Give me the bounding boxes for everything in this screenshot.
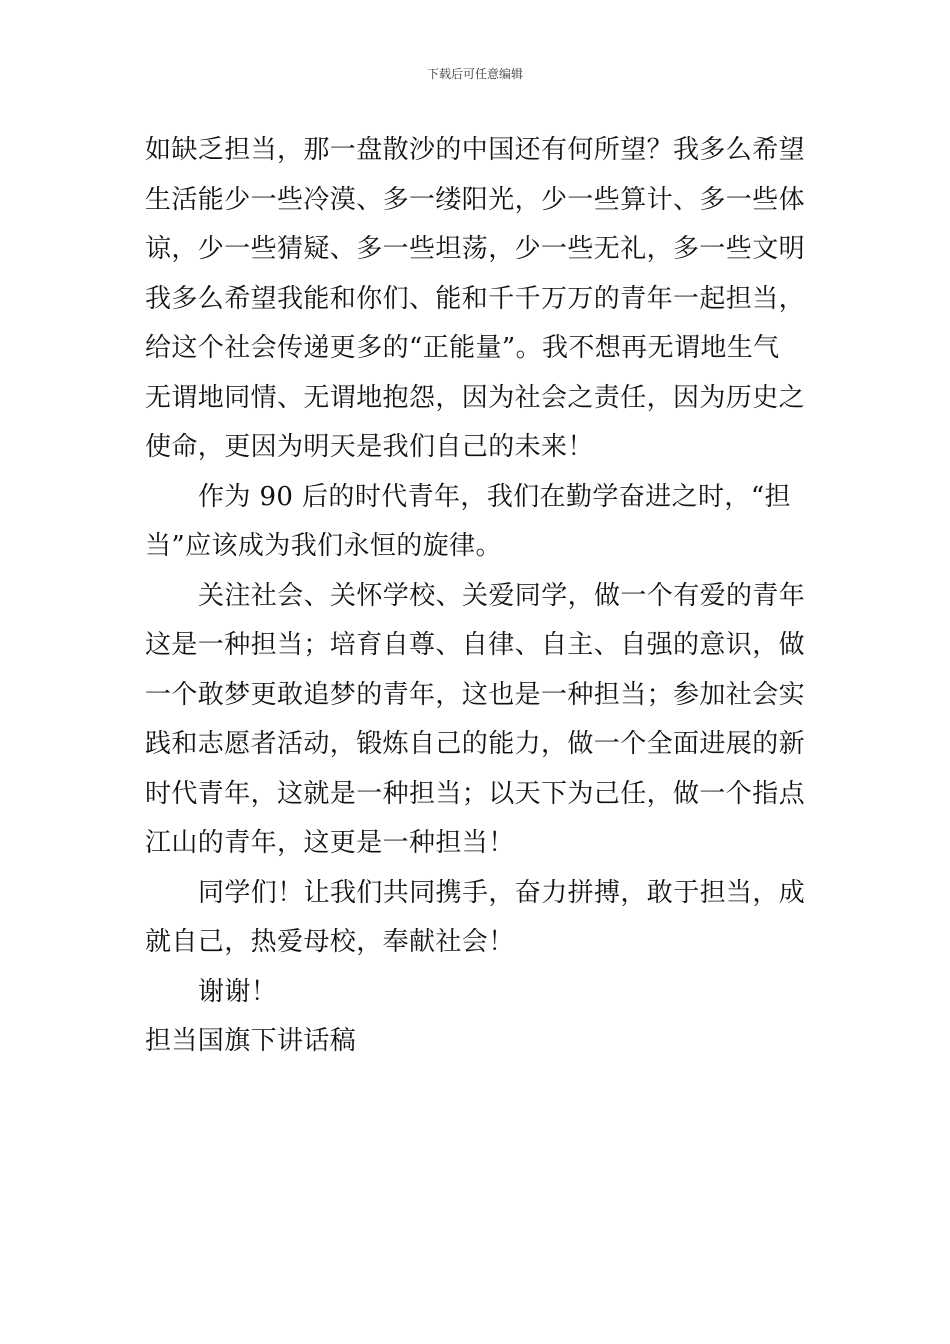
text-line: 江山的青年，这更是一种担当！ (145, 828, 515, 858)
text-line: 给这个社会传递更多的“正能量”。我不想再无谓地生气 (145, 333, 780, 363)
paragraph-start-line: 同学们！让我们共同携手，奋力拼搏，敢于担当，成 (198, 877, 806, 908)
text-line: 如缺乏担当，那一盘散沙的中国还有何所望？我多么希望 (145, 135, 806, 165)
paragraph-start-line: 关注社会、关怀学校、关爱同学，做一个有爱的青年 (198, 580, 806, 611)
text-line: 我多么希望我能和你们、能和千千万万的青年一起担当， (145, 283, 806, 314)
paragraph-start-line: 作为 90 后的时代青年，我们在勤学奋进之时，“担 (198, 481, 791, 512)
text-line: 使命，更因为明天是我们自己的未来！ (145, 432, 594, 462)
text-line: 谅，少一些猜疑、多一些坦荡，少一些无礼，多一些文明 (145, 234, 806, 264)
text-line: 时代青年，这就是一种担当；以天下为己任，做一个指点 (145, 778, 806, 809)
closing-thanks: 谢谢！ (198, 976, 278, 1007)
page-header-note: 下载后可任意编辑 (426, 67, 523, 81)
text-line: 就自己，热爱母校，奉献社会！ (145, 927, 515, 957)
speech-title: 担当国旗下讲话稿 (145, 1026, 357, 1056)
text-line: 生活能少一些冷漠、多一缕阳光，少一些算计、多一些体 (145, 184, 806, 215)
text-line: 这是一种担当；培育自尊、自律、自主、自强的意识，做 (145, 630, 806, 660)
text-line: 践和志愿者活动，锻炼自己的能力，做一个全面进展的新 (145, 729, 806, 759)
text-line: 无谓地同情、无谓地抱怨，因为社会之责任，因为历史之 (145, 382, 806, 413)
text-line: 一个敢梦更敢追梦的青年，这也是一种担当；参加社会实 (145, 679, 806, 710)
document-body (145, 126, 807, 1067)
text-line: 当”应该成为我们永恒的旋律。 (145, 531, 502, 561)
